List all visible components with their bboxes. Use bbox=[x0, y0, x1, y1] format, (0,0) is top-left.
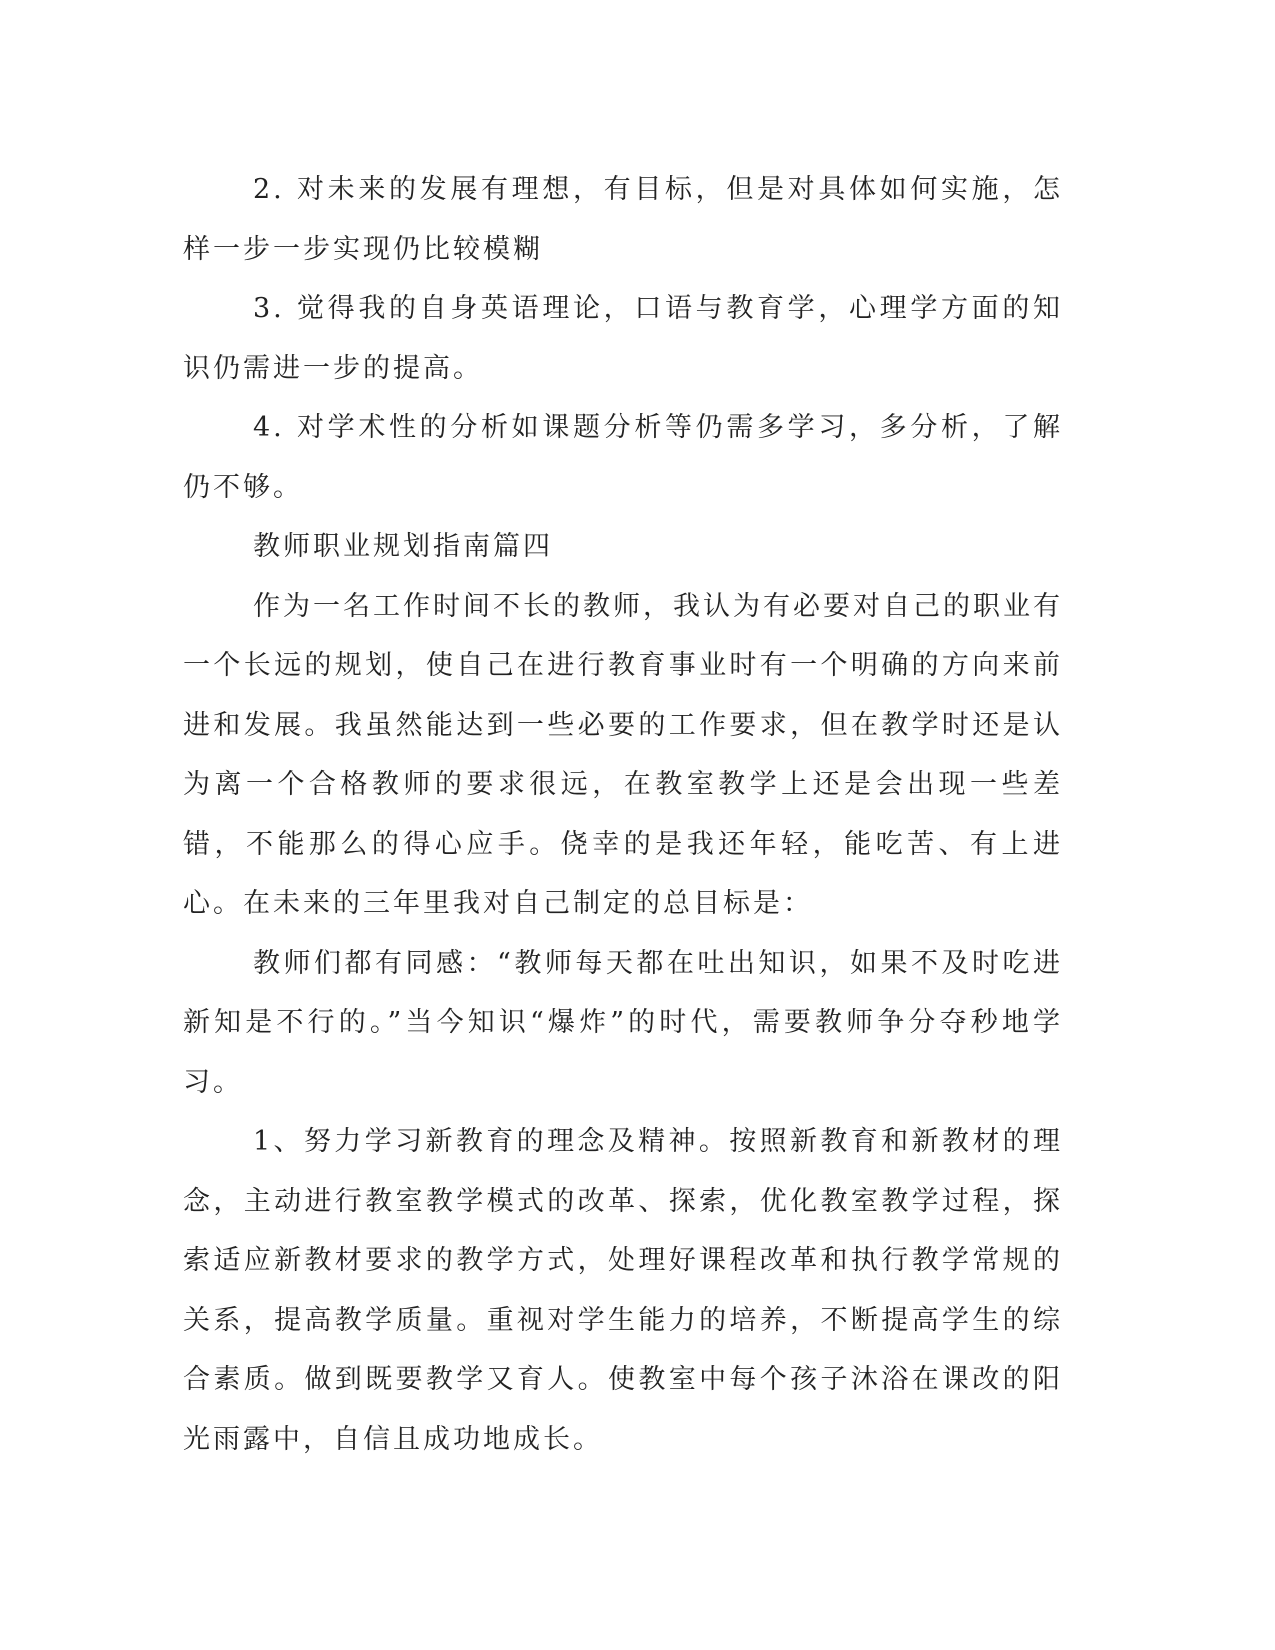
paragraph-goal-1: 1、努力学习新教育的理念及精神。按照新教育和新教材的理念，主动进行教室教学模式的改革、探索，优化教室教学过程，探索适应新教材要求的教学方式，处理好课程改革和执行教学常规的关系，提高教学质量。重视对学生能力的培养，不断提高学生的综合素质。做到既要教学又育人。使教室中每个孩子沐浴在课改的阳光雨露中，自信且成功地成长。 bbox=[183, 1126, 1063, 1455]
paragraph-item-4: 4. 对学术性的分析如课题分析等仍需多学习，多分析，了解仍不够。 bbox=[183, 412, 1063, 503]
section-heading: 教师职业规划指南篇四 bbox=[253, 531, 553, 562]
paragraph-item-2: 2. 对未来的发展有理想，有目标，但是对具体如何实施，怎样一步一步实现仍比较模糊 bbox=[183, 174, 1063, 265]
paragraph-item-3: 3. 觉得我的自身英语理论，口语与教育学，心理学方面的知识仍需进一步的提高。 bbox=[183, 293, 1063, 384]
paragraph-quote: 教师们都有同感：“教师每天都在吐出知识，如果不及时吃进新知是不行的。”当今知识“爆炸”的时代，需要教师争分夺秒地学习。 bbox=[183, 947, 1063, 1098]
paragraph-intro: 作为一名工作时间不长的教师，我认为有必要对自己的职业有一个长远的规划，使自己在进行教育事业时有一个明确的方向来前进和发展。我虽然能达到一些必要的工作要求，但在教学时还是认为离一个合格教师的要求很远，在教室教学上还是会出现一些差错，不能那么的得心应手。侥幸的是我还年轻，能吃苦、有上进心。在未来的三年里我对自己制定的总目标是： bbox=[183, 590, 1063, 919]
document-body bbox=[183, 160, 1063, 1469]
